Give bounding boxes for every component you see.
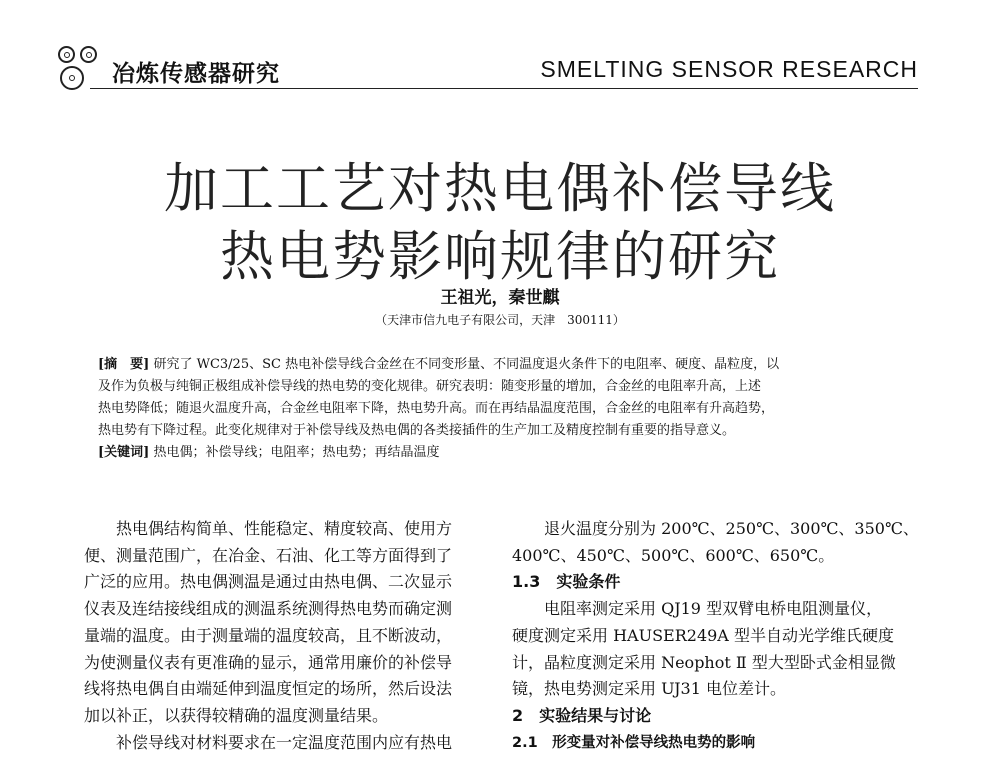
body-line: 计，晶粒度测定采用 Neophot Ⅱ 型大型卧式金相显微: [512, 652, 896, 672]
keywords-text: 热电偶；补偿导线；电阻率；热电势；再结晶温度: [153, 445, 440, 460]
body-column-left: [84, 516, 494, 756]
body-line: 便、测量范围广，在冶金、石油、化工等方面得到了: [84, 545, 453, 565]
paper-title-line-2: 热电势影响规律的研究: [220, 225, 780, 288]
authors: 王祖光，秦世麒: [440, 288, 560, 308]
abstract-line: 及作为负极与纯铜正极组成补偿导线的热电势的变化规律。研究表明：随变形量的增加，合金丝的电阻率升高，上述: [98, 379, 762, 394]
abstract: [98, 354, 918, 464]
abstract-text: 研究了 WC3/25、SC 热电补偿导线合金丝在不同变形量、不同温度退火条件下的电阻率、硬度、晶粒度，以: [153, 357, 780, 372]
section-heading-1-3: 1.3 实验条件: [512, 572, 621, 592]
keywords-label: [关键词]: [98, 445, 150, 460]
abstract-label: [摘 要]: [98, 357, 150, 372]
body-line: 为使测量仪表有更准确的显示，通常用廉价的补偿导: [84, 652, 453, 672]
section-heading-2-1: 2.1 形变量对补偿导线热电势的影响: [512, 734, 756, 751]
body-column-right: [512, 516, 932, 756]
body-line: 硬度测定采用 HAUSER249A 型半自动光学维氏硬度: [512, 625, 894, 645]
journal-name-cn: 冶炼传感器研究: [112, 61, 280, 87]
header-rule: [90, 88, 918, 89]
section-heading-2: 2 实验结果与讨论: [512, 705, 652, 725]
keywords-line: [98, 442, 918, 464]
body-line: 电阻率测定采用 QJ19 型双臂电桥电阻测量仪，: [512, 599, 883, 619]
abstract-line: [98, 354, 918, 376]
abstract-line: 热电势有下降过程。此变化规律对于补偿导线及热电偶的各类接插件的生产加工及精度控制有重要的指导意义。: [98, 423, 736, 438]
body-line: 补偿导线对材料要求在一定温度范围内应有热电: [84, 732, 453, 752]
body-line: 量端的温度。由于测量端的温度较高，且不断波动，: [84, 625, 453, 645]
body-line: 镜，热电势测定采用 UJ31 电位差计。: [512, 679, 787, 699]
affiliation: （天津市信九电子有限公司，天津 300111）: [375, 313, 625, 327]
body-line: 400℃、450℃、500℃、600℃、650℃。: [512, 545, 835, 565]
body-line: 加以补正，以获得较精确的温度测量结果。: [84, 705, 389, 725]
body-line: 线将热电偶自由端延伸到温度恒定的场所，然后设法: [84, 679, 453, 699]
body-line: 仪表及连结接线组成的测温系统测得热电势而确定测: [84, 599, 453, 619]
abstract-line: 热电势降低；随退火温度升高，合金丝电阻率下降，热电势升高。而在再结晶温度范围，合金丝的电阻率有升高趋势，: [98, 401, 775, 416]
body-line: 广泛的应用。热电偶测温是通过由热电偶、二次显示: [84, 572, 453, 592]
body-line: 热电偶结构简单、性能稳定、精度较高、使用方: [84, 519, 453, 538]
body-line: 退火温度分别为 200℃、250℃、300℃、350℃、: [512, 519, 919, 538]
journal-name-en: SMELTING SENSOR RESEARCH: [540, 56, 918, 82]
paper-title-line-1: 加工工艺对热电偶补偿导线: [164, 157, 836, 220]
